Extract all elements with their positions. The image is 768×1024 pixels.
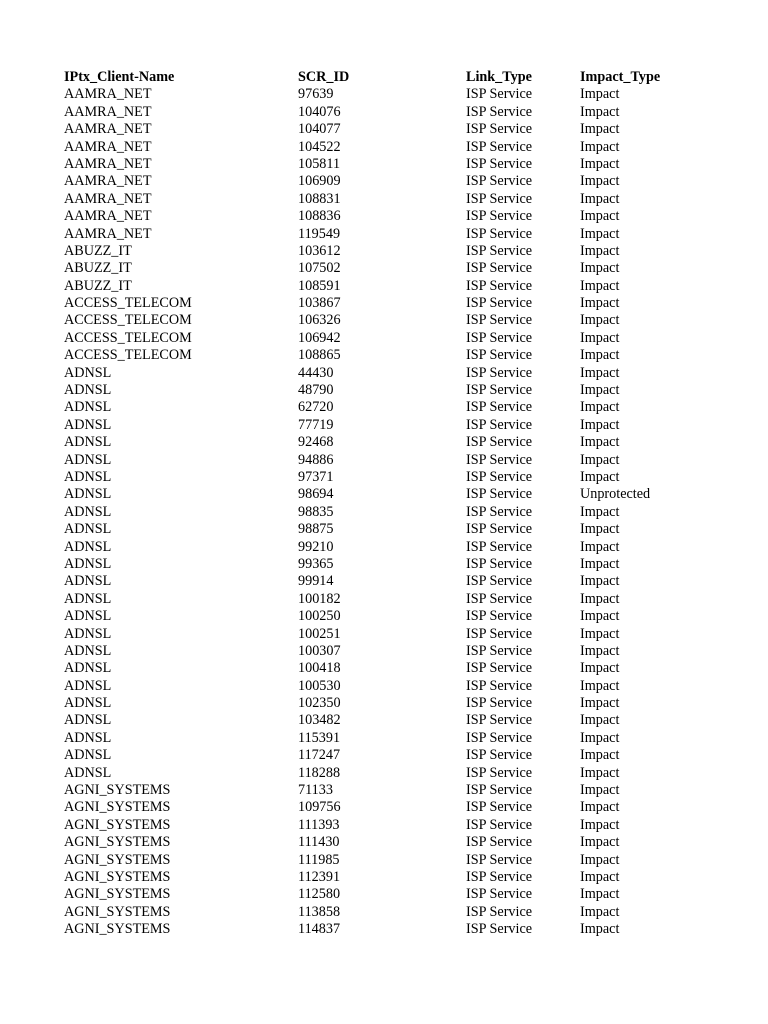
- client-name-cell: ADNSL: [64, 416, 112, 433]
- scr-id-cell: 119549: [298, 225, 341, 242]
- link-type-cell: ISP Service: [466, 86, 533, 103]
- scr-id-cell: 108836: [298, 208, 341, 225]
- link-type-cell: ISP Service: [466, 625, 533, 642]
- client-name-cell: ADNSL: [64, 712, 112, 729]
- impact-type-cell: Impact: [580, 799, 620, 816]
- link-type-cell: ISP Service: [466, 295, 533, 312]
- client-name-cell: ADNSL: [64, 642, 112, 659]
- table-row: [64, 399, 700, 416]
- client-name-cell: AAMRA_NET: [64, 155, 152, 172]
- table-row: [64, 417, 700, 434]
- impact-type-cell: Impact: [580, 886, 620, 903]
- scr-id-cell: 109756: [298, 799, 341, 816]
- client-name-cell: ADNSL: [64, 538, 112, 555]
- impact-type-cell: Impact: [580, 903, 620, 920]
- table-body: [64, 86, 700, 938]
- table-row: [64, 852, 700, 869]
- impact-type-cell: Impact: [580, 468, 620, 485]
- scr-id-cell: 103867: [298, 295, 341, 312]
- impact-type-cell: Impact: [580, 695, 620, 712]
- impact-type-cell: Impact: [580, 712, 620, 729]
- scr-id-cell: 62720: [298, 399, 334, 416]
- link-type-cell: ISP Service: [466, 555, 533, 572]
- client-name-cell: ACCESS_TELECOM: [64, 312, 192, 329]
- table-row: [64, 626, 700, 643]
- scr-id-cell: 106326: [298, 312, 341, 329]
- link-type-cell: ISP Service: [466, 677, 533, 694]
- table-row: [64, 243, 700, 260]
- scr-id-cell: 102350: [298, 695, 341, 712]
- scr-id-cell: 115391: [298, 729, 341, 746]
- scr-id-cell: 106942: [298, 329, 341, 346]
- table-row: [64, 486, 700, 503]
- link-type-cell: ISP Service: [466, 921, 533, 938]
- impact-type-cell: Impact: [580, 399, 620, 416]
- table-row: [64, 452, 700, 469]
- scr-id-cell: 108831: [298, 190, 341, 207]
- scr-id-cell: 112580: [298, 886, 341, 903]
- link-type-cell: ISP Service: [466, 225, 533, 242]
- scr-id-cell: 106909: [298, 173, 341, 190]
- client-name-cell: AGNI_SYSTEMS: [64, 903, 171, 920]
- link-type-cell: ISP Service: [466, 782, 533, 799]
- impact-type-cell: Impact: [580, 312, 620, 329]
- link-type-cell: ISP Service: [466, 277, 533, 294]
- client-name-cell: AGNI_SYSTEMS: [64, 782, 171, 799]
- scr-id-cell: 103612: [298, 242, 341, 259]
- link-type-cell: ISP Service: [466, 451, 533, 468]
- scr-id-cell: 97639: [298, 86, 334, 103]
- client-name-cell: AAMRA_NET: [64, 86, 152, 103]
- table-row: [64, 121, 700, 138]
- scr-id-cell: 97371: [298, 468, 334, 485]
- link-type-cell: ISP Service: [466, 851, 533, 868]
- client-name-cell: AGNI_SYSTEMS: [64, 799, 171, 816]
- link-type-cell: ISP Service: [466, 834, 533, 851]
- impact-type-cell: Impact: [580, 329, 620, 346]
- link-type-cell: ISP Service: [466, 399, 533, 416]
- scr-id-cell: 111430: [298, 834, 340, 851]
- table-row: [64, 660, 700, 677]
- client-name-cell: ACCESS_TELECOM: [64, 329, 192, 346]
- link-type-cell: ISP Service: [466, 503, 533, 520]
- scr-id-cell: 104522: [298, 138, 341, 155]
- client-name-cell: AAMRA_NET: [64, 103, 152, 120]
- impact-type-cell: Impact: [580, 155, 620, 172]
- link-type-cell: ISP Service: [466, 573, 533, 590]
- impact-type-cell: Impact: [580, 434, 620, 451]
- table-row: [64, 382, 700, 399]
- link-type-cell: ISP Service: [466, 764, 533, 781]
- link-type-cell: ISP Service: [466, 347, 533, 364]
- link-type-cell: ISP Service: [466, 173, 533, 190]
- link-type-cell: ISP Service: [466, 468, 533, 485]
- link-type-cell: ISP Service: [466, 242, 533, 259]
- impact-type-cell: Impact: [580, 295, 620, 312]
- scr-id-cell: 100251: [298, 625, 341, 642]
- table-row: [64, 921, 700, 938]
- link-type-cell: ISP Service: [466, 660, 533, 677]
- client-name-cell: ABUZZ_IT: [64, 260, 132, 277]
- table-row: [64, 608, 700, 625]
- client-name-cell: AAMRA_NET: [64, 173, 152, 190]
- client-name-cell: AAMRA_NET: [64, 121, 152, 138]
- scr-id-cell: 108591: [298, 277, 341, 294]
- link-type-cell: ISP Service: [466, 799, 533, 816]
- link-type-cell: ISP Service: [466, 521, 533, 538]
- impact-type-cell: Impact: [580, 608, 620, 625]
- impact-type-cell: Impact: [580, 173, 620, 190]
- table-row: [64, 695, 700, 712]
- table-row: [64, 434, 700, 451]
- scr-id-cell: 100530: [298, 677, 341, 694]
- impact-type-cell: Impact: [580, 225, 620, 242]
- link-type-cell: ISP Service: [466, 260, 533, 277]
- impact-type-cell: Impact: [580, 208, 620, 225]
- scr-id-cell: 111985: [298, 851, 340, 868]
- client-name-cell: AGNI_SYSTEMS: [64, 851, 171, 868]
- table-row: [64, 539, 700, 556]
- table-row: [64, 886, 700, 903]
- client-name-cell: ADNSL: [64, 764, 112, 781]
- client-name-cell: AAMRA_NET: [64, 190, 152, 207]
- impact-type-cell: Impact: [580, 138, 620, 155]
- table-row: [64, 556, 700, 573]
- scr-id-cell: 117247: [298, 747, 341, 764]
- impact-type-cell: Impact: [580, 347, 620, 364]
- scr-id-cell: 104076: [298, 103, 341, 120]
- link-type-cell: ISP Service: [466, 590, 533, 607]
- table-row: [64, 712, 700, 729]
- impact-type-cell: Impact: [580, 782, 620, 799]
- impact-type-cell: Impact: [580, 190, 620, 207]
- link-type-cell: ISP Service: [466, 382, 533, 399]
- table-row: [64, 834, 700, 851]
- link-type-cell: ISP Service: [466, 729, 533, 746]
- impact-type-cell: Impact: [580, 573, 620, 590]
- impact-type-cell: Impact: [580, 764, 620, 781]
- impact-type-cell: Impact: [580, 660, 620, 677]
- impact-type-cell: Impact: [580, 260, 620, 277]
- column-header-impact-type: Impact_Type: [580, 69, 661, 85]
- impact-type-cell: Impact: [580, 277, 620, 294]
- link-type-cell: ISP Service: [466, 103, 533, 120]
- scr-id-cell: 104077: [298, 121, 341, 138]
- scr-id-cell: 107502: [298, 260, 341, 277]
- client-name-cell: ADNSL: [64, 399, 112, 416]
- client-name-cell: AGNI_SYSTEMS: [64, 886, 171, 903]
- table-row: [64, 869, 700, 886]
- client-name-cell: ADNSL: [64, 382, 112, 399]
- scr-id-cell: 99365: [298, 555, 334, 572]
- impact-type-cell: Impact: [580, 121, 620, 138]
- scr-id-cell: 100250: [298, 608, 341, 625]
- table-row: [64, 643, 700, 660]
- impact-type-cell: Impact: [580, 590, 620, 607]
- table-row: [64, 817, 700, 834]
- table-row: [64, 156, 700, 173]
- scr-id-cell: 92468: [298, 434, 334, 451]
- client-name-cell: AGNI_SYSTEMS: [64, 868, 171, 885]
- client-name-cell: ADNSL: [64, 521, 112, 538]
- table-header-row: [64, 69, 700, 86]
- client-name-cell: ADNSL: [64, 695, 112, 712]
- impact-type-cell: Impact: [580, 868, 620, 885]
- link-type-cell: ISP Service: [466, 695, 533, 712]
- scr-id-cell: 100307: [298, 642, 341, 659]
- table-row: [64, 104, 700, 121]
- impact-type-cell: Impact: [580, 521, 620, 538]
- table-row: [64, 521, 700, 538]
- scr-id-cell: 113858: [298, 903, 341, 920]
- client-name-cell: ADNSL: [64, 677, 112, 694]
- table-row: [64, 765, 700, 782]
- impact-type-cell: Impact: [580, 86, 620, 103]
- client-name-cell: AAMRA_NET: [64, 225, 152, 242]
- scr-id-cell: 118288: [298, 764, 341, 781]
- table-row: [64, 799, 700, 816]
- client-name-cell: ACCESS_TELECOM: [64, 295, 192, 312]
- scr-id-cell: 98694: [298, 486, 334, 503]
- table-row: [64, 747, 700, 764]
- scr-id-cell: 108865: [298, 347, 341, 364]
- client-name-cell: ADNSL: [64, 590, 112, 607]
- link-type-cell: ISP Service: [466, 886, 533, 903]
- link-type-cell: ISP Service: [466, 903, 533, 920]
- link-type-cell: ISP Service: [466, 868, 533, 885]
- scr-id-cell: 105811: [298, 155, 341, 172]
- link-type-cell: ISP Service: [466, 155, 533, 172]
- scr-id-cell: 98835: [298, 503, 334, 520]
- table-row: [64, 504, 700, 521]
- link-type-cell: ISP Service: [466, 364, 533, 381]
- column-header-link-type: Link_Type: [466, 69, 532, 85]
- table-row: [64, 782, 700, 799]
- table-row: [64, 904, 700, 921]
- table-row: [64, 278, 700, 295]
- client-name-cell: ACCESS_TELECOM: [64, 347, 192, 364]
- impact-type-cell: Impact: [580, 677, 620, 694]
- client-name-cell: AAMRA_NET: [64, 138, 152, 155]
- column-header-scr-id: SCR_ID: [298, 69, 350, 85]
- link-type-cell: ISP Service: [466, 416, 533, 433]
- table-row: [64, 347, 700, 364]
- scr-id-cell: 99914: [298, 573, 334, 590]
- scr-id-cell: 100418: [298, 660, 341, 677]
- table-row: [64, 173, 700, 190]
- scr-id-cell: 48790: [298, 382, 334, 399]
- impact-type-cell: Impact: [580, 747, 620, 764]
- scr-id-cell: 77719: [298, 416, 334, 433]
- client-name-cell: ADNSL: [64, 660, 112, 677]
- link-type-cell: ISP Service: [466, 486, 533, 503]
- client-name-cell: AGNI_SYSTEMS: [64, 834, 171, 851]
- scr-id-cell: 94886: [298, 451, 334, 468]
- table-row: [64, 591, 700, 608]
- impact-type-cell: Impact: [580, 242, 620, 259]
- client-name-cell: ADNSL: [64, 573, 112, 590]
- impact-type-cell: Impact: [580, 921, 620, 938]
- client-name-cell: ADNSL: [64, 555, 112, 572]
- impact-type-cell: Impact: [580, 416, 620, 433]
- table-row: [64, 469, 700, 486]
- link-type-cell: ISP Service: [466, 329, 533, 346]
- table-row: [64, 139, 700, 156]
- table-row: [64, 573, 700, 590]
- impact-type-cell: Impact: [580, 538, 620, 555]
- table-row: [64, 330, 700, 347]
- client-name-cell: ABUZZ_IT: [64, 242, 132, 259]
- link-type-cell: ISP Service: [466, 712, 533, 729]
- client-name-cell: AGNI_SYSTEMS: [64, 921, 171, 938]
- link-type-cell: ISP Service: [466, 138, 533, 155]
- scr-id-cell: 114837: [298, 921, 341, 938]
- impact-type-cell: Impact: [580, 382, 620, 399]
- table-row: [64, 208, 700, 225]
- link-type-cell: ISP Service: [466, 121, 533, 138]
- link-type-cell: ISP Service: [466, 816, 533, 833]
- link-type-cell: ISP Service: [466, 208, 533, 225]
- client-name-cell: AAMRA_NET: [64, 208, 152, 225]
- client-name-cell: ADNSL: [64, 468, 112, 485]
- impact-type-cell: Impact: [580, 851, 620, 868]
- impact-type-cell: Impact: [580, 816, 620, 833]
- table-row: [64, 312, 700, 329]
- client-name-cell: ADNSL: [64, 486, 112, 503]
- impact-type-cell: Impact: [580, 503, 620, 520]
- scr-id-cell: 98875: [298, 521, 334, 538]
- data-table: [64, 69, 700, 939]
- link-type-cell: ISP Service: [466, 190, 533, 207]
- link-type-cell: ISP Service: [466, 747, 533, 764]
- impact-type-cell: Impact: [580, 103, 620, 120]
- client-name-cell: ADNSL: [64, 625, 112, 642]
- impact-type-cell: Impact: [580, 555, 620, 572]
- scr-id-cell: 99210: [298, 538, 334, 555]
- link-type-cell: ISP Service: [466, 642, 533, 659]
- scr-id-cell: 103482: [298, 712, 341, 729]
- scr-id-cell: 100182: [298, 590, 341, 607]
- table-row: [64, 226, 700, 243]
- table-row: [64, 86, 700, 103]
- scr-id-cell: 112391: [298, 868, 341, 885]
- impact-type-cell: Impact: [580, 642, 620, 659]
- table-row: [64, 730, 700, 747]
- client-name-cell: ADNSL: [64, 729, 112, 746]
- client-name-cell: ADNSL: [64, 503, 112, 520]
- client-name-cell: ADNSL: [64, 434, 112, 451]
- client-name-cell: ADNSL: [64, 364, 112, 381]
- impact-type-cell: Impact: [580, 729, 620, 746]
- scr-id-cell: 111393: [298, 816, 340, 833]
- impact-type-cell: Impact: [580, 625, 620, 642]
- table-row: [64, 191, 700, 208]
- table-row: [64, 260, 700, 277]
- scr-id-cell: 44430: [298, 364, 334, 381]
- link-type-cell: ISP Service: [466, 608, 533, 625]
- table-row: [64, 365, 700, 382]
- table-row: [64, 678, 700, 695]
- client-name-cell: ADNSL: [64, 451, 112, 468]
- impact-type-cell: Impact: [580, 451, 620, 468]
- impact-type-cell: Impact: [580, 834, 620, 851]
- client-name-cell: ADNSL: [64, 608, 112, 625]
- impact-type-cell: Unprotected: [580, 486, 651, 503]
- link-type-cell: ISP Service: [466, 538, 533, 555]
- link-type-cell: ISP Service: [466, 312, 533, 329]
- client-name-cell: ABUZZ_IT: [64, 277, 132, 294]
- impact-type-cell: Impact: [580, 364, 620, 381]
- link-type-cell: ISP Service: [466, 434, 533, 451]
- table-row: [64, 295, 700, 312]
- column-header-client-name: IPtx_Client-Name: [64, 69, 175, 85]
- client-name-cell: AGNI_SYSTEMS: [64, 816, 171, 833]
- scr-id-cell: 71133: [298, 782, 333, 799]
- client-name-cell: ADNSL: [64, 747, 112, 764]
